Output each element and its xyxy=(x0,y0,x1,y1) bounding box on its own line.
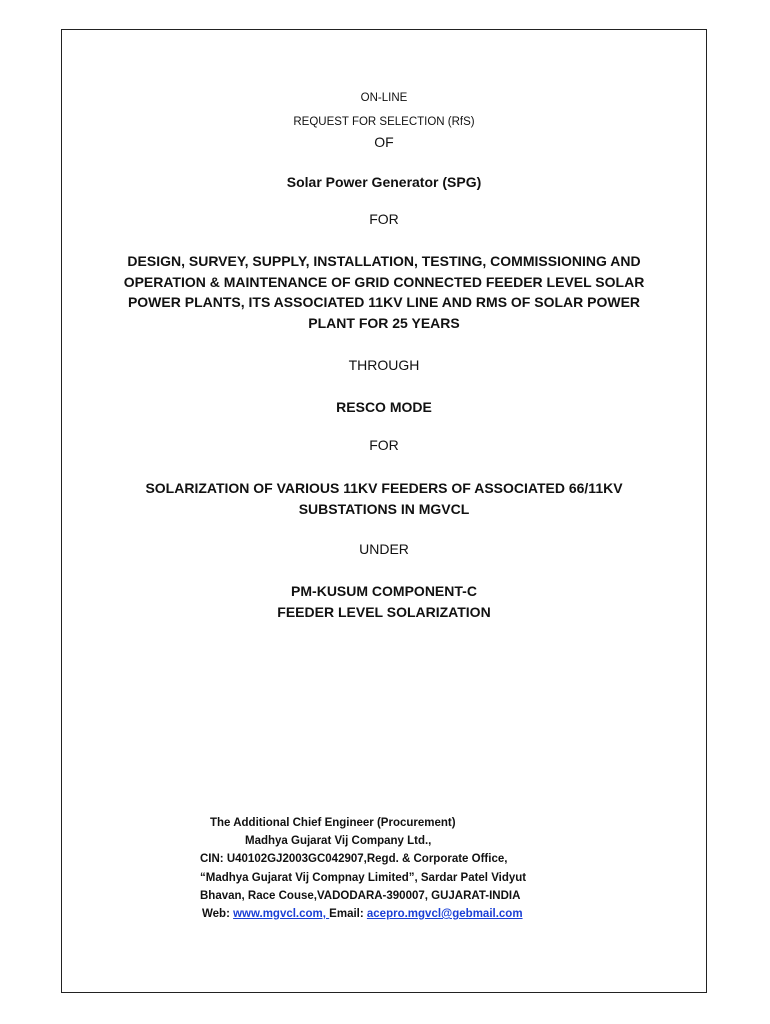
rfs-label: REQUEST FOR SELECTION (RfS) xyxy=(293,116,475,128)
spg-title: Solar Power Generator (SPG) xyxy=(286,174,482,190)
of-label: OF xyxy=(374,134,394,150)
scheme-line: PM-KUSUM COMPONENT-C xyxy=(291,583,477,599)
online-label: ON-LINE xyxy=(360,92,408,104)
for-label-1: FOR xyxy=(369,211,399,227)
address-cin: CIN: U40102GJ2003GC042907,Regd. & Corporate Office, xyxy=(200,853,508,866)
for-label-2: FOR xyxy=(369,437,399,453)
scheme-heading xyxy=(61,581,707,622)
under-label: UNDER xyxy=(359,541,409,557)
scope-line: PLANT FOR 25 YEARS xyxy=(308,314,460,331)
solarization-heading xyxy=(61,478,707,519)
address-line-5: Bhavan, Race Couse,VADODARA-390007, GUJARAT-INDIA xyxy=(200,889,521,902)
mode-heading: RESCO MODE xyxy=(336,399,432,415)
scope-line: OPERATION & MAINTENANCE OF GRID CONNECTED FEEDER LEVEL SOLAR xyxy=(123,273,645,290)
address-title: The Additional Chief Engineer (Procurement) xyxy=(210,817,456,829)
scheme-line: FEEDER LEVEL SOLARIZATION xyxy=(277,603,491,620)
scope-line: POWER PLANTS, ITS ASSOCIATED 11KV LINE AND RMS OF SOLAR POWER xyxy=(127,294,641,310)
solarization-line: SUBSTATIONS IN MGVCL xyxy=(298,500,470,517)
email-label: Email: xyxy=(329,908,367,921)
through-label: THROUGH xyxy=(348,357,420,373)
address-block xyxy=(190,814,570,923)
email-link[interactable]: acepro.mgvcl@gebmail.com xyxy=(366,908,523,921)
address-line-4: “Madhya Gujarat Vij Compnay Limited”, Sardar Patel Vidyut xyxy=(200,871,527,884)
web-link[interactable]: www.mgvcl.com, xyxy=(233,908,330,921)
solarization-line: SOLARIZATION OF VARIOUS 11KV FEEDERS OF ASSOCIATED 66/11KV xyxy=(145,480,623,496)
address-contact xyxy=(190,905,570,923)
web-label: Web: xyxy=(202,908,234,921)
scope-heading xyxy=(61,251,707,333)
scope-line: DESIGN, SURVEY, SUPPLY, INSTALLATION, TESTING, COMMISSIONING AND xyxy=(127,253,641,269)
address-company: Madhya Gujarat Vij Company Ltd., xyxy=(245,835,432,848)
